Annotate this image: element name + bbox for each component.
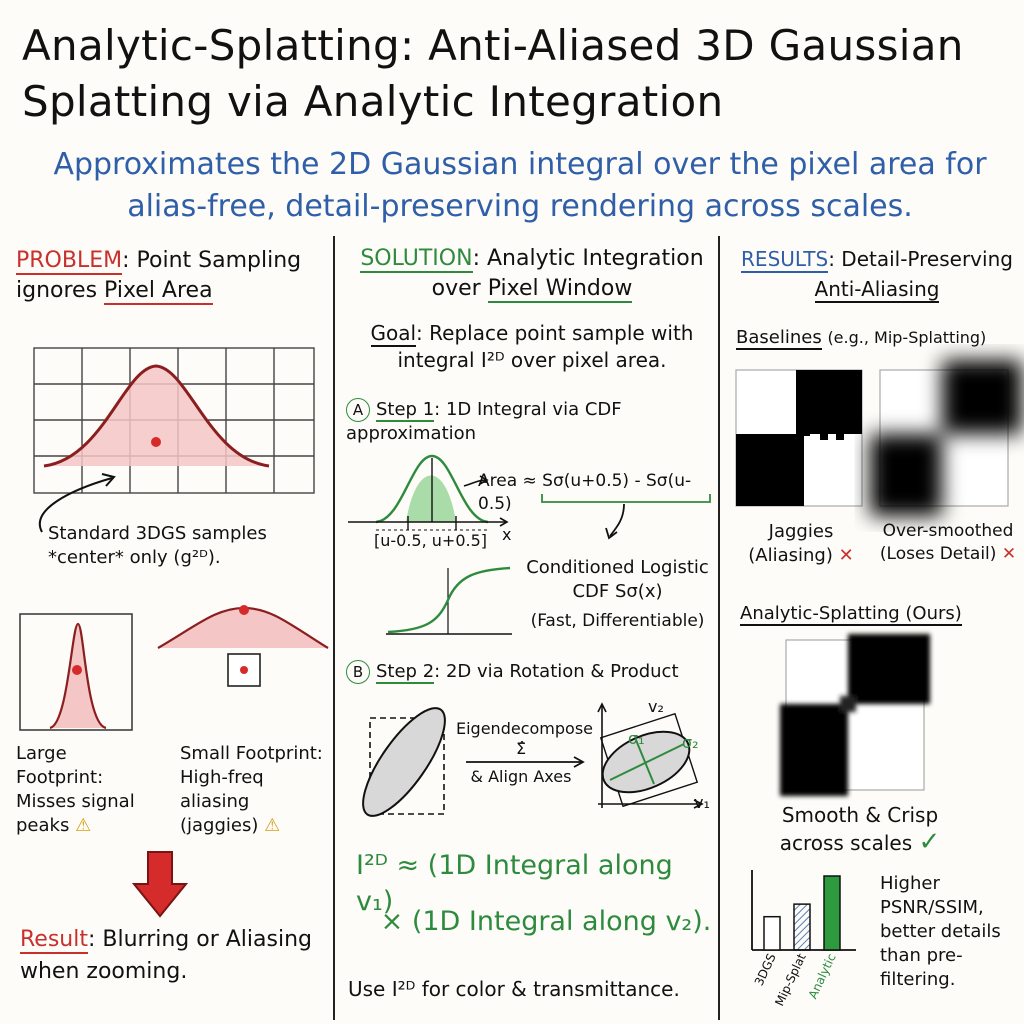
result-text: Result: Blurring or Aliasing when zooming.: [20, 927, 312, 984]
area-formula: Area ≈ Sσ(u+0.5) - Sσ(u-0.5): [478, 471, 692, 514]
small-footprint-label: Small Footprint: High-freq aliasing (jaggies) ⚠: [180, 743, 323, 836]
oversmoothed-image: [880, 370, 1010, 508]
eigen-label: Eigendecompose: [456, 719, 593, 738]
step2-heading: B Step 2: 2D via Rotation & Product: [346, 660, 712, 684]
step2-tag: Step 2: [376, 661, 435, 682]
align-label: & Align Axes: [470, 767, 572, 786]
ours-image: [786, 640, 926, 792]
sigma1-label: σ₁: [628, 729, 645, 748]
formula-line-1: I²ᴰ ≈ (1D Integral along v₁): [356, 850, 673, 917]
problem-heading: PROBLEM: Point Sampling ignores Pixel Area: [16, 248, 302, 303]
solution-heading-emph: Pixel Window: [487, 276, 633, 301]
results-tag: RESULTS: [741, 247, 829, 271]
jaggies-image: [736, 370, 864, 508]
page-title: Analytic-Splatting: Anti-Aliased 3D Gaussian Splatting via Analytic Integration: [22, 21, 964, 126]
smooth-label: Smooth & Crisp across scales ✓: [779, 803, 941, 857]
goal-text: Goal: Replace point sample with integral I²ᴰ over pixel area.: [370, 321, 694, 372]
tick-label-mip-splat: Mip-Splat: [772, 951, 809, 1009]
cdf-note: (Fast, Differentiable): [530, 611, 705, 631]
large-footprint-label: Large Footprint: Misses signal peaks ⚠: [16, 743, 135, 836]
bar-analytic: [824, 876, 840, 950]
results-heading-emph: Anti-Aliasing: [814, 277, 940, 301]
step1-tag: Step 1: [376, 399, 435, 420]
formula-line-2: × (1D Integral along v₂).: [380, 906, 712, 937]
sample-note: Standard 3DGS samples *center* only (g²ᴰ).: [48, 523, 267, 568]
cross-icon: ✕: [1001, 544, 1017, 564]
large-footprint-diagram: [20, 614, 140, 734]
v1-label: v₁: [694, 793, 710, 812]
logistic-cdf-curve: [386, 562, 516, 642]
oversmoothed-label: Over-smoothed (Loses Detail) ✕: [879, 521, 1017, 564]
small-footprint-diagram: [156, 604, 331, 694]
x-axis-label: x: [502, 525, 512, 544]
step1-marker: A: [346, 398, 370, 422]
solution-tag: SOLUTION: [360, 246, 473, 271]
goal-tag: Goal: [370, 321, 417, 345]
warning-icon: ⚠: [75, 815, 92, 836]
problem-tag: PROBLEM: [16, 248, 123, 273]
results-heading: RESULTS: Detail-Preserving Anti-Aliasing: [741, 247, 1013, 301]
sigma-symbol: Σ̂: [515, 739, 527, 758]
tick-label-analytic: Analytic: [805, 951, 839, 1001]
step2-marker: B: [346, 660, 370, 684]
tick-label-3dgs: 3DGS: [751, 951, 779, 988]
jaggies-label: Jaggies (Aliasing) ✕: [748, 521, 854, 566]
warning-icon: ⚠: [264, 815, 281, 836]
column-divider-right: [718, 236, 720, 1020]
bar-3dgs: [764, 917, 780, 950]
page-subtitle: Approximates the 2D Gaussian integral over the pixel area for alias-free, detail-preserving rendering across scales.: [53, 147, 987, 224]
formula-bracket: [540, 494, 720, 544]
down-arrow-icon: [130, 850, 190, 920]
result-tag: Result: [20, 927, 88, 952]
cross-icon: ✕: [838, 545, 854, 566]
bar-mip-splat: [794, 904, 810, 950]
ellipse-rotation-diagram: [360, 696, 450, 826]
column-divider-left: [333, 236, 335, 1020]
sigma2-label: σ₂: [682, 733, 699, 752]
v2-label: v₂: [648, 697, 664, 716]
ours-label: Analytic-Splatting (Ours): [740, 603, 962, 624]
problem-heading-emph: Pixel Area: [104, 278, 213, 303]
interval-label: [u-0.5, u+0.5]: [374, 531, 488, 550]
check-icon: ✓: [918, 827, 941, 857]
solution-heading: SOLUTION: Analytic Integration over Pixel Window: [360, 246, 704, 301]
use-text: Use I²ᴰ for color & transmittance.: [348, 977, 680, 1001]
metrics-bar-chart: [744, 868, 862, 1018]
baselines-label: Baselines (e.g., Mip-Splatting): [736, 327, 987, 348]
cdf-label: Conditioned Logistic CDF Sσ(x): [526, 557, 709, 602]
bar-note: Higher PSNR/SSIM, better details than pre-filtering.: [880, 873, 1001, 990]
step1-heading: A Step 1: 1D Integral via CDF approximation: [346, 399, 622, 444]
